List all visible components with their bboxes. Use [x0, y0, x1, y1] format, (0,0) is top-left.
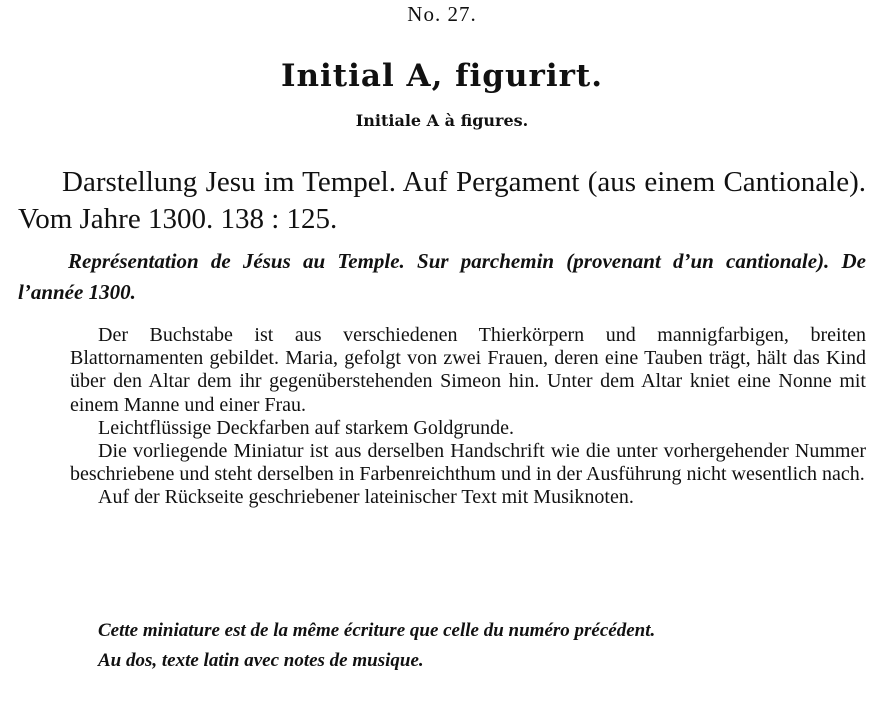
french-note-line: Au dos, texte latin avec notes de musique. [98, 650, 424, 671]
french-note-line: Cette miniature est de la même écriture que celle du numéro précédent. [98, 620, 656, 641]
description-french: Représentation de Jésus au Temple. Sur parchemin (provenant d’un cantionale). De l’année 1300. [18, 249, 866, 304]
body-paragraph: Der Buchstabe ist aus verschiedenen Thierkörpern und mannigfarbigen, breiten Blattornamenten gebildet. Maria, gefolgt von zwei Frauen, deren eine Tauben trägt, hält das Kind über den Altar dem ihr gegenüberstehenden Simeon hin. Unter dem Altar kniet eine Nonne mit einem Manne und einer Frau. [70, 324, 866, 416]
body-french [98, 616, 866, 676]
entry-number: No. 27. [407, 2, 477, 26]
body-paragraph: Die vorliegende Miniatur ist aus derselben Handschrift wie die unter vorhergehender Nummer beschriebene und steht derselben in Farbenreichthum und in der Ausführung nicht wesentlich nach. [70, 440, 866, 486]
title-german: Initial A, figurirt. [280, 58, 604, 94]
description-german: Darstellung Jesu im Tempel. Auf Pergament (aus einem Cantionale). Vom Jahre 1300. 138 : 125. [18, 166, 866, 235]
body-german [70, 324, 866, 510]
body-paragraph: Auf der Rückseite geschriebener lateinischer Text mit Musiknoten. [98, 486, 634, 509]
body-paragraph: Leichtflüssige Deckfarben auf starkem Goldgrunde. [98, 416, 514, 439]
title-french: Initiale A à figures. [355, 111, 529, 130]
